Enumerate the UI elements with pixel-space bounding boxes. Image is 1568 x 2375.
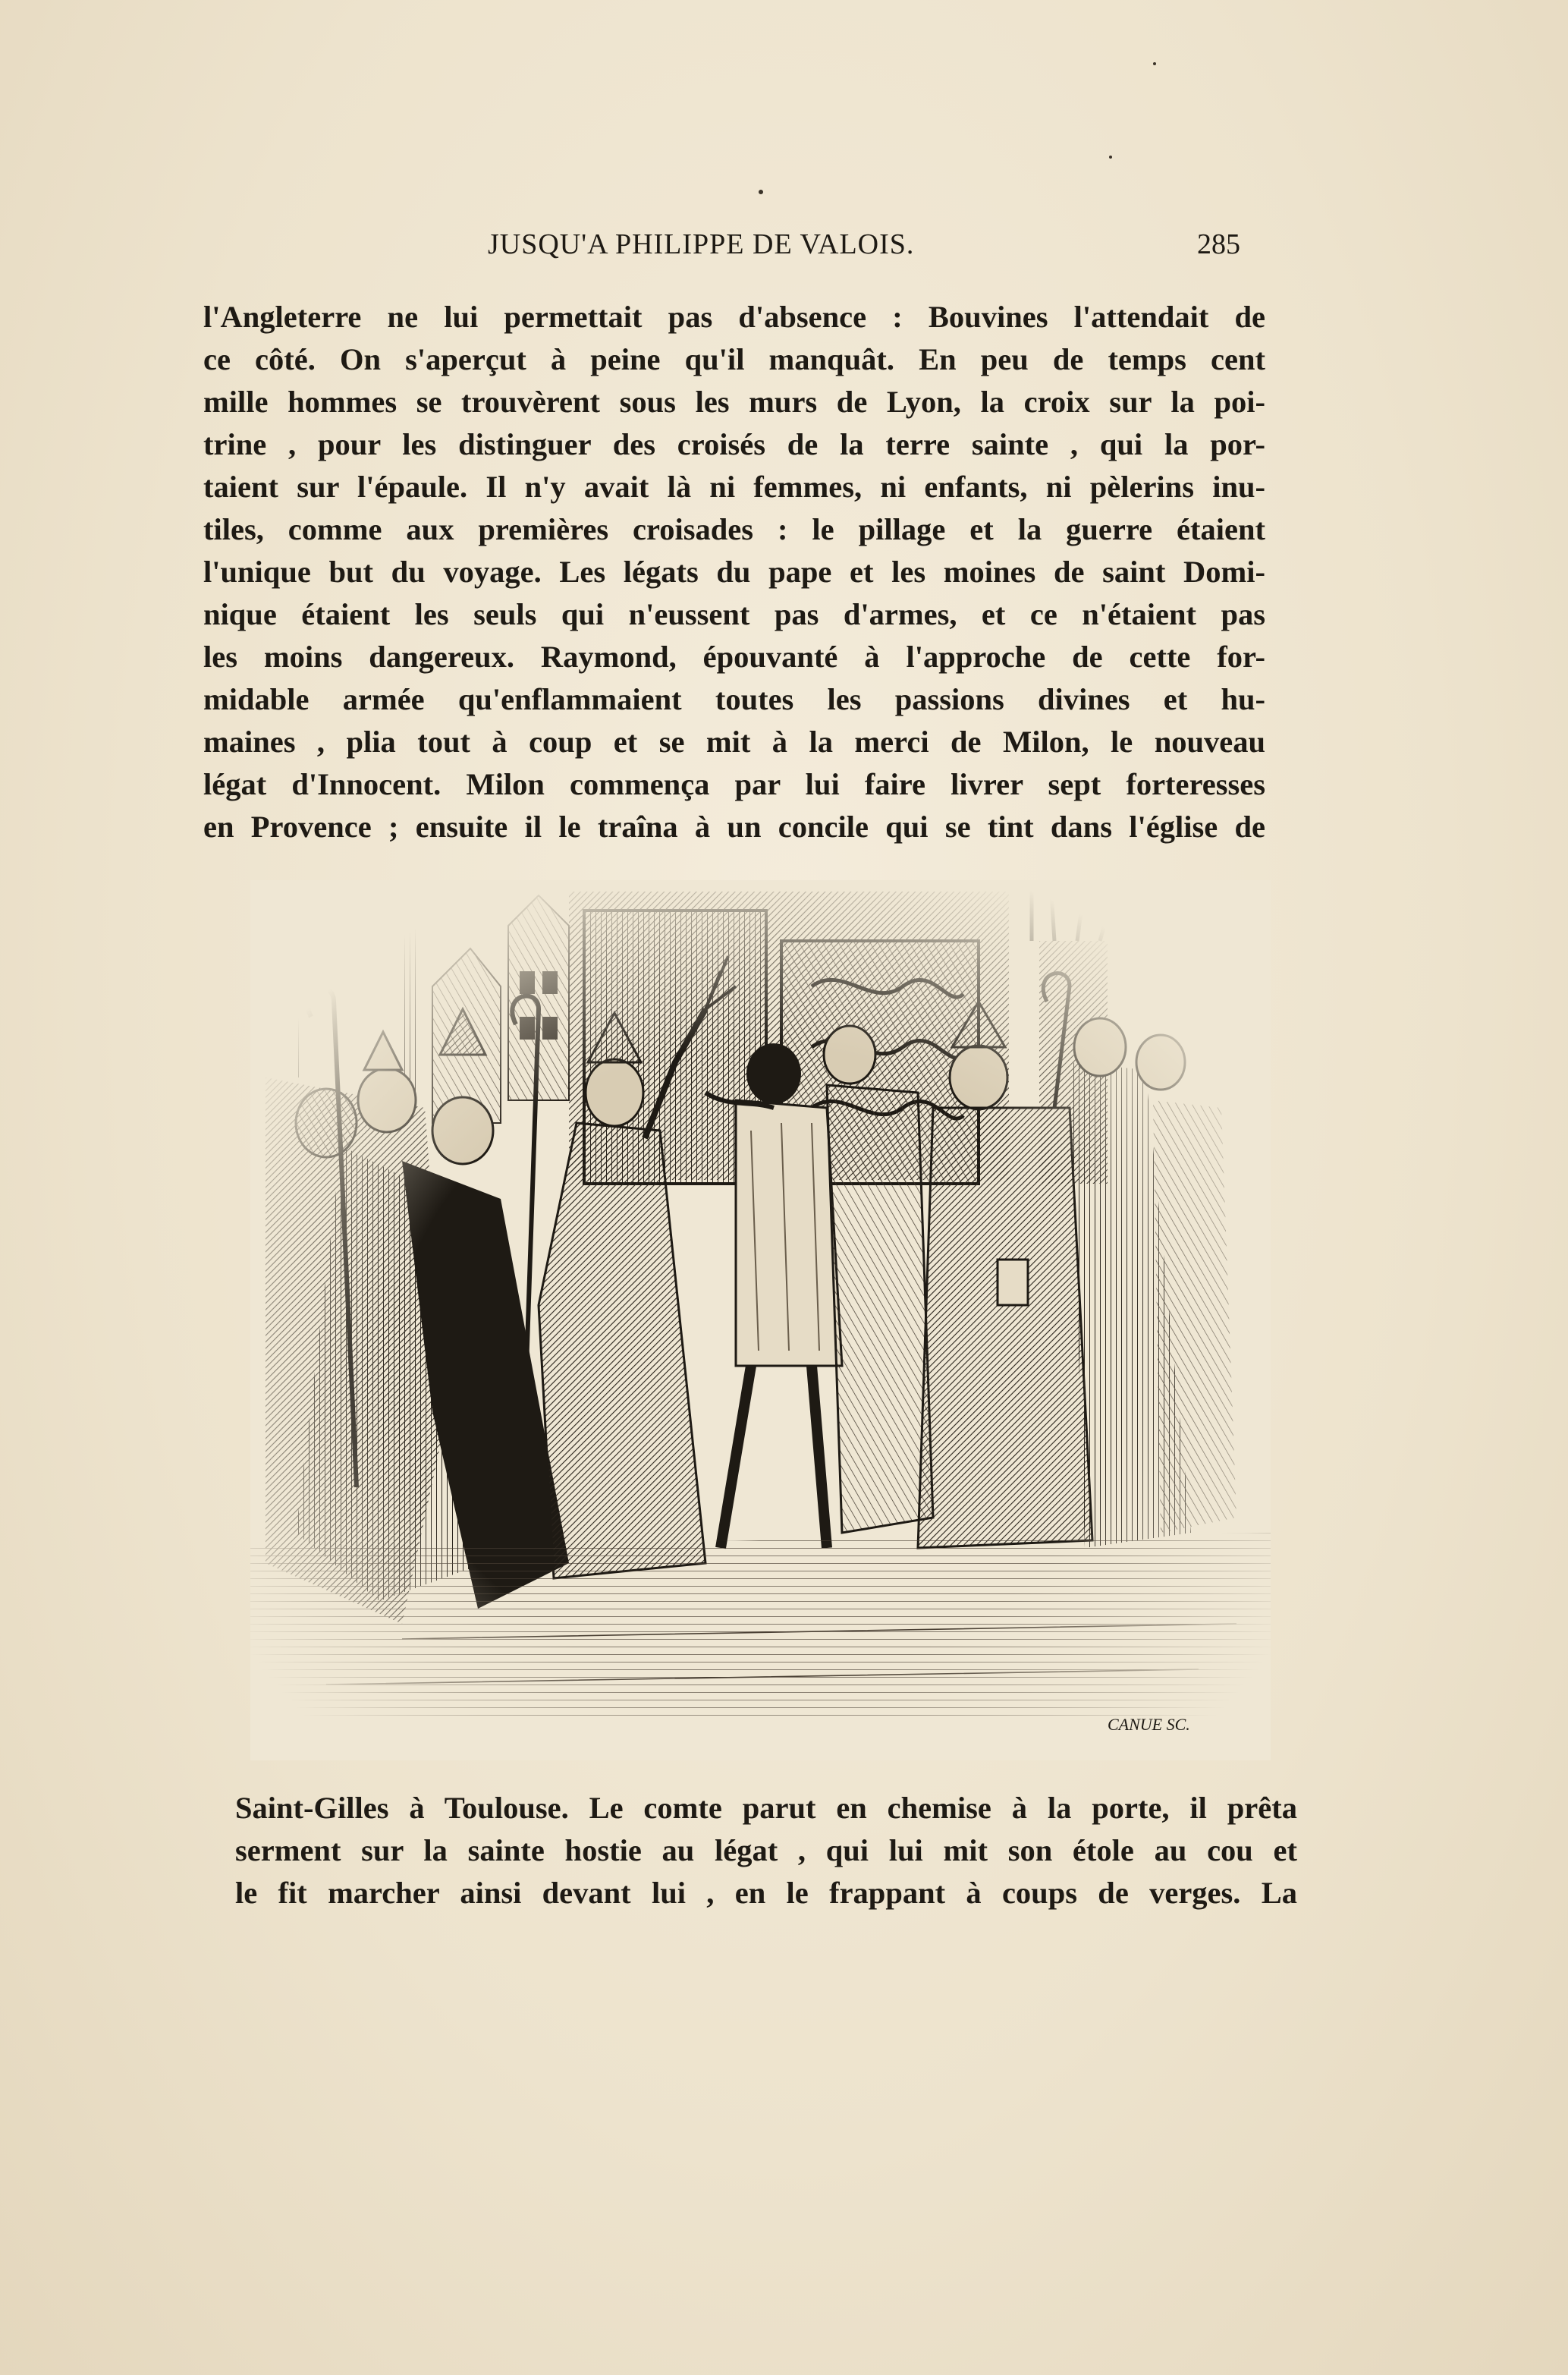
text-line: les moins dangereux. Raymond, épouvanté à l'approche de cette for- bbox=[203, 640, 1265, 674]
text-line: maines , plia tout à coup et se mit à la merci de Milon, le nouveau bbox=[203, 725, 1265, 759]
ink-speck bbox=[1153, 62, 1156, 65]
text-line: l'Angleterre ne lui permettait pas d'absence : Bouvines l'attendait de bbox=[203, 300, 1265, 334]
running-title: JUSQU'A PHILIPPE DE VALOIS. bbox=[488, 228, 915, 260]
text-line: serment sur la sainte hostie au légat , qui lui mit son étole au cou et bbox=[235, 1833, 1297, 1867]
text-line: nique étaient les seuls qui n'eussent pas d'armes, et ce n'étaient pas bbox=[203, 597, 1265, 631]
engraving-svg bbox=[250, 880, 1271, 1760]
text-line: ce côté. On s'aperçut à peine qu'il manquât. En peu de temps cent bbox=[203, 342, 1265, 376]
text-line: en Provence ; ensuite il le traîna à un concile qui se tint dans l'église de bbox=[203, 810, 1265, 844]
text-line: taient sur l'épaule. Il n'y avait là ni femmes, ni enfants, ni pèlerins inu- bbox=[203, 470, 1265, 504]
ink-speck bbox=[759, 190, 763, 194]
paragraph-bottom bbox=[235, 1787, 1297, 1914]
ink-speck bbox=[1109, 156, 1112, 159]
text-line: légat d'Innocent. Milon commença par lui faire livrer sept forteresses bbox=[203, 767, 1265, 801]
text-line: Saint-Gilles à Toulouse. Le comte parut en chemise à la porte, il prêta bbox=[235, 1791, 1297, 1825]
engraver-signature: CANUE SC. bbox=[1108, 1715, 1190, 1734]
text-line: midable armée qu'enflammaient toutes les passions divines et hu- bbox=[203, 682, 1265, 716]
engraving-illustration bbox=[250, 880, 1271, 1760]
page-header bbox=[203, 228, 1265, 273]
text-line: mille hommes se trouvèrent sous les murs de Lyon, la croix sur la poi- bbox=[203, 385, 1265, 419]
text-line: le fit marcher ainsi devant lui , en le frappant à coups de verges. La bbox=[235, 1876, 1297, 1910]
text-line: tiles, comme aux premières croisades : le pillage et la guerre étaient bbox=[203, 512, 1265, 546]
text-line: trine , pour les distinguer des croisés de la terre sainte , qui la por- bbox=[203, 427, 1265, 461]
page-number: 285 bbox=[1197, 228, 1240, 260]
paragraph-top bbox=[203, 296, 1265, 848]
text-line: l'unique but du voyage. Les légats du pape et les moines de saint Domi- bbox=[203, 555, 1265, 589]
